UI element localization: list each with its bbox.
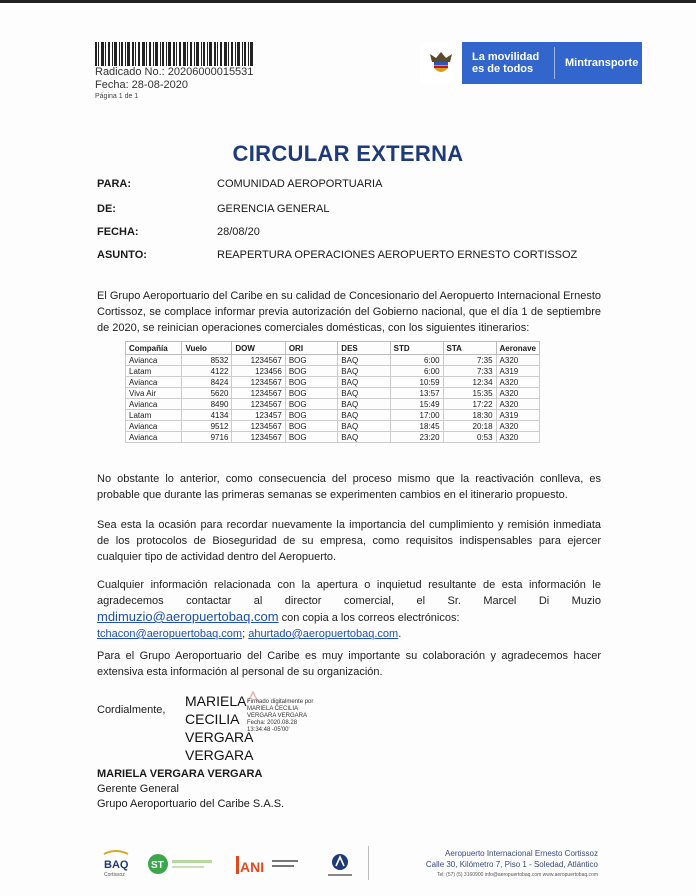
meta-label: DE: <box>97 203 116 215</box>
table-cell: 6:00 <box>390 366 443 377</box>
table-cell: Latam <box>126 410 182 421</box>
table-cell: 1234567 <box>232 399 285 410</box>
table-cell: 9716 <box>182 432 232 443</box>
signature-line: VERGARA <box>185 747 254 763</box>
table-cell: BOG <box>285 377 337 388</box>
table-cell: BAQ <box>338 432 390 443</box>
table-cell: 9512 <box>182 421 232 432</box>
table-row <box>126 366 540 377</box>
table-cell: 17:00 <box>390 410 443 421</box>
table-cell: Viva Air <box>126 388 182 399</box>
signer-organization: Grupo Aeroportuario del Caribe S.A.S. <box>97 798 285 810</box>
table-cell: 23:20 <box>390 432 443 443</box>
table-cell: Latam <box>126 366 182 377</box>
table-cell: A320 <box>496 388 539 399</box>
paragraph-biosecurity: Sea esta la ocasión para recordar nuevamente la importancia del cumplimiento y remisión inmediata de los protocolos de Bioseguridad de su empresa, como requisitos indispensables para ejercer cualquier tipo de actividad dentro del Aeropuerto. <box>97 519 601 563</box>
email-link-cc1[interactable]: tchacon@aeropuertobaq.com <box>97 628 243 640</box>
table-cell: BOG <box>285 399 337 410</box>
meta-value: REAPERTURA OPERACIONES AEROPUERTO ERNESTO CORTISSOZ <box>217 249 578 261</box>
itinerary-table <box>125 341 540 443</box>
table-cell: BAQ <box>338 410 390 421</box>
cc-separator: ; <box>242 628 249 640</box>
svg-text:ANI: ANI <box>240 859 265 875</box>
paragraph-contact <box>97 577 601 642</box>
table-cell: 18:45 <box>390 421 443 432</box>
table-cell: Avianca <box>126 432 182 443</box>
table-cell: 4134 <box>182 410 232 421</box>
table-cell: 17:22 <box>443 399 496 410</box>
table-cell: 10:59 <box>390 377 443 388</box>
barcode <box>95 42 255 66</box>
signature-line: CECILIA <box>185 711 240 727</box>
scan-edge <box>0 0 696 3</box>
table-cell: 20:18 <box>443 421 496 432</box>
table-cell: A320 <box>496 432 539 443</box>
table-cell: Avianca <box>126 377 182 388</box>
table-cell: A319 <box>496 366 539 377</box>
aerocivil-logo-icon <box>328 854 352 876</box>
table-cell: BOG <box>285 432 337 443</box>
table-header-row <box>126 342 540 355</box>
table-cell: BAQ <box>338 399 390 410</box>
table-cell: BAQ <box>338 388 390 399</box>
table-cell: Avianca <box>126 399 182 410</box>
contact-cc-text: con copia a los correos electrónicos: <box>278 612 460 624</box>
table-cell: 1234567 <box>232 432 285 443</box>
table-cell: A320 <box>496 355 539 366</box>
svg-text:BAQ: BAQ <box>104 859 129 871</box>
meta-label: FECHA: <box>97 226 139 238</box>
table-cell: BOG <box>285 410 337 421</box>
table-cell: A319 <box>496 410 539 421</box>
table-cell: 8532 <box>182 355 232 366</box>
table-cell: 18:30 <box>443 410 496 421</box>
banner-divider <box>554 47 555 79</box>
svg-text:ST: ST <box>151 860 164 871</box>
signature-details: Firmado digitalmente por MARIELA CECILIA VERGARA VERGARA Fecha: 2020.08.28 13:34:48 -05'00' <box>247 699 314 733</box>
column-header: DOW <box>232 342 285 355</box>
paragraph-intro: El Grupo Aeroportuario del Caribe en su calidad de Concesionario del Aeropuerto Internacional Ernesto Cortissoz, se complace informar previa autorización del Gobierno nacional, que el día 1 de septiembre de 2020, se reinician operaciones comerciales domésticas, con los siguientes itinerarios: <box>97 290 601 334</box>
email-link-cc2[interactable]: ahurtado@aeropuertobaq.com <box>248 628 399 640</box>
column-header: ORI <box>285 342 337 355</box>
column-header: STA <box>443 342 496 355</box>
mintransporte-banner <box>420 42 642 84</box>
table-cell: 1234567 <box>232 388 285 399</box>
table-cell: 15:35 <box>443 388 496 399</box>
st-logo-icon <box>148 854 212 874</box>
table-cell: 15:49 <box>390 399 443 410</box>
table-cell: BAQ <box>338 377 390 388</box>
footer-airport-name: Aeropuerto Internacional Ernesto Cortissoz <box>445 849 598 858</box>
table-cell: 12:34 <box>443 377 496 388</box>
banner-tagline: La movilidad es de todos <box>472 51 540 75</box>
table-row <box>126 355 540 366</box>
table-cell: BOG <box>285 421 337 432</box>
table-cell: 1234567 <box>232 377 285 388</box>
closing-salutation: Cordialmente, <box>97 704 166 716</box>
baq-logo-icon <box>104 851 129 878</box>
email-link-main[interactable]: mdimuzio@aeropuertobaq.com <box>97 609 279 624</box>
table-cell: 1234567 <box>232 421 285 432</box>
meta-value: GERENCIA GENERAL <box>217 203 330 215</box>
footer-divider <box>368 846 369 880</box>
table-cell: 123456 <box>232 366 285 377</box>
table-cell: A320 <box>496 421 539 432</box>
signature-line: VERGARA <box>185 729 254 745</box>
table-row <box>126 410 540 421</box>
table-cell: 4122 <box>182 366 232 377</box>
table-cell: A320 <box>496 399 539 410</box>
table-row <box>126 432 540 443</box>
table-row <box>126 388 540 399</box>
table-cell: 0:53 <box>443 432 496 443</box>
table-cell: 8490 <box>182 399 232 410</box>
colombia-seal-icon <box>420 42 462 84</box>
table-cell: 7:35 <box>443 355 496 366</box>
table-cell: 13:57 <box>390 388 443 399</box>
table-cell: BOG <box>285 355 337 366</box>
column-header: DES <box>338 342 390 355</box>
footer-airport-info <box>400 848 598 870</box>
table-cell: Avianca <box>126 355 182 366</box>
signer-block <box>97 767 284 812</box>
document-title: CIRCULAR EXTERNA <box>232 141 464 166</box>
radicado-date: Fecha: 28-08-2020 <box>95 79 188 91</box>
page-count: Página 1 de 1 <box>95 93 139 100</box>
footer-address: Calle 30, Kilómetro 7, Piso 1 - Soledad, Atlántico <box>425 860 598 869</box>
banner-ministry: Mintransporte <box>565 57 639 69</box>
table-cell: 8424 <box>182 377 232 388</box>
table-cell: 6:00 <box>390 355 443 366</box>
meta-value: COMUNIDAD AEROPORTUARIA <box>217 178 383 190</box>
digital-signature-name <box>185 692 253 764</box>
column-header: Vuelo <box>182 342 232 355</box>
table-cell: 1234567 <box>232 355 285 366</box>
table-cell: BOG <box>285 366 337 377</box>
column-header: STD <box>390 342 443 355</box>
paragraph-thanks: Para el Grupo Aeroportuario del Caribe es muy importante su colaboración y agradecemos hacer extensiva esta información al personal de su organización. <box>97 650 601 678</box>
table-cell: BAQ <box>338 366 390 377</box>
column-header: Aeronave <box>496 342 539 355</box>
meta-value: 28/08/20 <box>217 226 260 238</box>
table-cell: 5620 <box>182 388 232 399</box>
table-cell: BOG <box>285 388 337 399</box>
signature-line: MARIELA <box>185 693 247 709</box>
partner-logos <box>100 848 370 884</box>
signer-name: MARIELA VERGARA VERGARA <box>97 768 263 780</box>
table-row <box>126 377 540 388</box>
paragraph-changes: No obstante lo anterior, como consecuencia del proceso mismo que la reactivación conlleva, es probable que durante las primeras semanas se experimenten cambios en el itinerario propuesto. <box>97 473 601 501</box>
table-cell: 7:33 <box>443 366 496 377</box>
table-cell: A320 <box>496 377 539 388</box>
table-cell: 123457 <box>232 410 285 421</box>
contact-text: Cualquier información relacionada con la apertura o inquietud resultante de esta información le agradecemos contactar al director comercial, el Sr. Marcel Di Muzio <box>97 579 601 607</box>
signer-title: Gerente General <box>97 783 179 795</box>
cc-end: . <box>398 628 402 640</box>
radicado-number: Radicado No.: 20206000015531 <box>95 66 254 78</box>
table-cell: BAQ <box>338 421 390 432</box>
column-header: Compañía <box>126 342 182 355</box>
table-cell: Avianca <box>126 421 182 432</box>
table-row <box>126 421 540 432</box>
meta-label: PARA: <box>97 178 132 190</box>
meta-label: ASUNTO: <box>97 249 147 261</box>
table-row <box>126 399 540 410</box>
svg-text:Cortissoz: Cortissoz <box>104 872 125 878</box>
ani-logo-icon <box>236 856 298 875</box>
footer-contacts: Tel: (57) (5) 3160900 info@aeropuertobaq.com www.aeropuertobaq.com <box>436 872 598 878</box>
table-cell: BAQ <box>338 355 390 366</box>
